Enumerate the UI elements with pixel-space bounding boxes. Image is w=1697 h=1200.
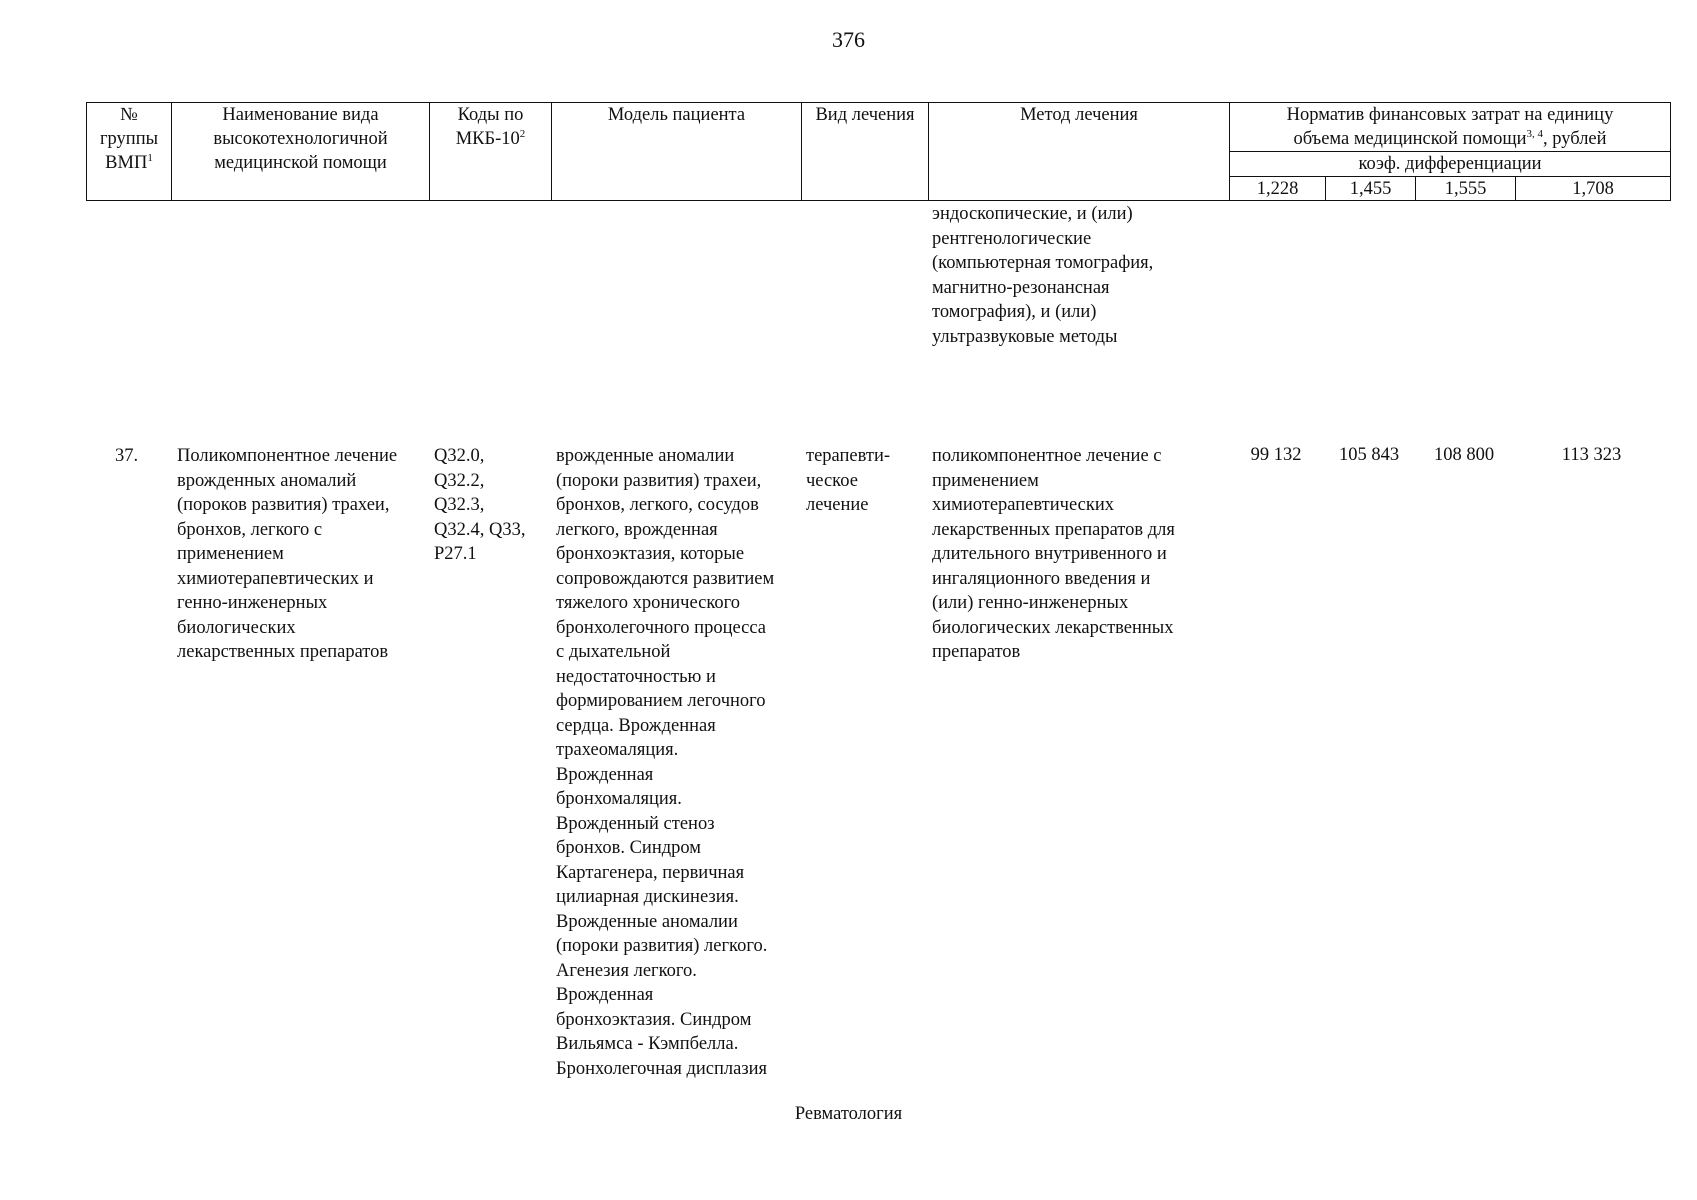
header-line (1230, 127, 1670, 151)
coef-3: 1,555 (1444, 179, 1487, 199)
row-value-3: 108 800 (1433, 445, 1495, 465)
header-line: медицинской помощи (214, 153, 387, 173)
row-method: поликомпонентное лечение с применением химиотерапевтических лекарственных препаратов для длительного внутривенного и ингаляционного введения и (или) генно-инженерных биологических лекарственных препаратов (932, 446, 1175, 662)
row-value-2: 105 843 (1338, 445, 1400, 465)
header-line: № (120, 105, 138, 125)
header-line: Наименование вида (222, 105, 379, 125)
coef-4: 1,708 (1572, 179, 1614, 199)
row-name: Поликомпонентное лечение врожденных аномалий (пороков развития) трахеи, бронхов, легкого с применением химиотерапевтических и генно-инженерных биологических лекарственных препаратов (177, 446, 398, 662)
header-col-coef: коэф. дифференциации (1358, 154, 1542, 174)
row-model: врожденные аномалии (пороки развития) трахеи, бронхов, легкого, сосудов легкого, врожденная бронхоэктазия, которые сопровождаются развитием тяжелого хронического бронхолегочного процесса с дыхательной недостаточностью и формированием легочного сердца. Врожденная трахеомаляция. Врожденная бронхомаляция. Врожденный стеноз бронхов. Синдром Картагенера, первичная цилиарная дискинезия. Врожденные аномалии (пороки развития) легкого. Агенезия легкого. Врожденная бронхоэктазия. Синдром Вильямса - Кэмпбелла. Бронхолегочная дисплазия (556, 446, 775, 1079)
header-text: ВМП (105, 153, 148, 173)
row-value-1: 99 132 (1250, 445, 1302, 465)
header-col-codes (430, 103, 551, 151)
header-text: объема медицинской помощи (1293, 129, 1527, 149)
header-col-type: Вид лечения (815, 105, 915, 125)
page-number: 376 (832, 27, 865, 52)
header-line: Норматив финансовых затрат на единицу (1286, 105, 1614, 125)
header-text: МКБ-10 (455, 129, 520, 149)
coef-1: 1,228 (1256, 179, 1299, 199)
section-title: Ревматология (794, 1104, 903, 1124)
coef-2: 1,455 (1349, 179, 1392, 199)
row-number: 37. (115, 446, 139, 466)
header-line (87, 151, 171, 175)
header-col-method: Метод лечения (1020, 105, 1138, 125)
footnote-ref: 1 (147, 151, 153, 164)
header-text: , рублей (1542, 129, 1607, 149)
header-col-name (172, 103, 429, 175)
header-col-number (87, 103, 171, 175)
row-type: терапевти- ческое лечение (806, 446, 891, 515)
footnote-ref: 3, 4 (1526, 127, 1543, 140)
header-line: Коды по (457, 105, 524, 125)
header-line: группы (99, 129, 159, 149)
header-col-norm (1230, 103, 1670, 151)
continuation-method: эндоскопические, и (или) рентгенологические (компьютерная томография, магнитно-резонансная томография), и (или) ультразвуковые методы (932, 204, 1154, 347)
header-line: высокотехнологичной (213, 129, 388, 149)
header-col-model: Модель пациента (607, 105, 746, 125)
row-codes: Q32.0, Q32.2, Q32.3, Q32.4, Q33, P27.1 (434, 446, 526, 564)
footnote-ref: 2 (519, 127, 526, 140)
row-value-4: 113 323 (1561, 445, 1622, 465)
table-header (86, 102, 1671, 201)
header-line (430, 127, 551, 151)
